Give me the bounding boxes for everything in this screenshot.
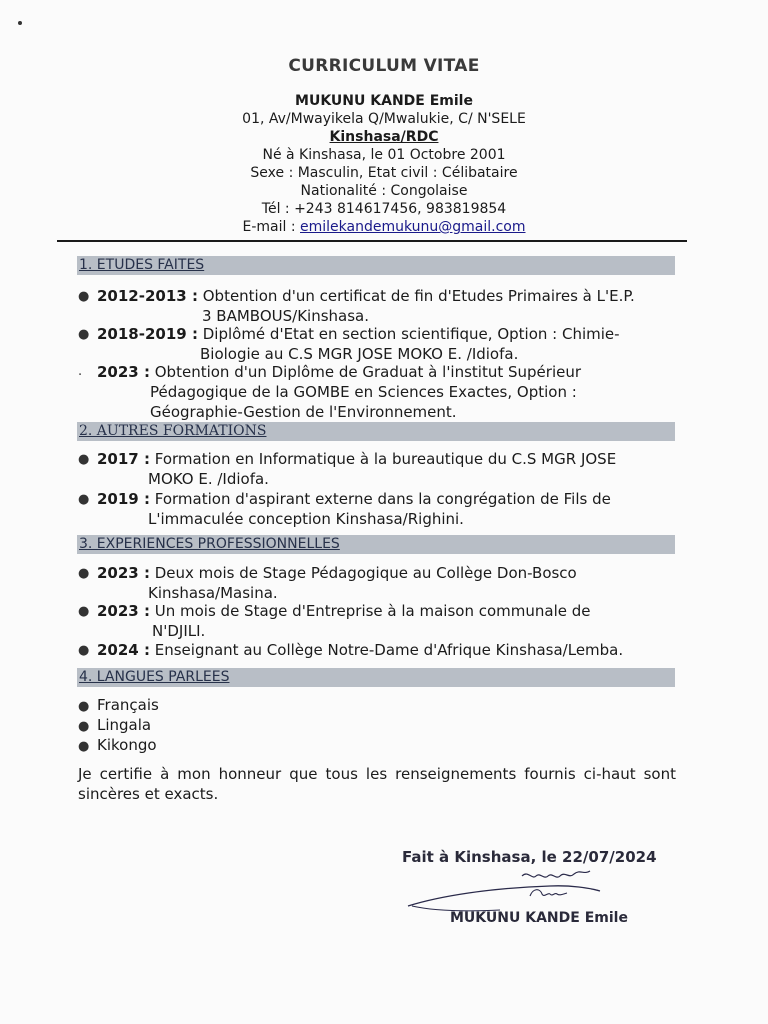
autres-item-2-cont: L'immaculée conception Kinshasa/Righini. [148,510,464,528]
etudes-year-3: 2023 : [97,363,150,381]
etudes-item-3-cont: Pédagogique de la GOMBE en Sciences Exactes, Option : [150,383,577,401]
bullet-icon: ● [78,452,90,467]
autres-year-1: 2017 : [97,450,150,468]
address: 01, Av/Mwayikela Q/Mwalukie, C/ N'SELE [242,111,526,127]
bullet-icon: ● [78,739,90,754]
bullet-icon: . [78,364,83,379]
language-item: Kikongo [97,736,157,754]
section-langues-header [77,668,675,687]
experiences-item-2 [97,601,591,621]
etudes-year-2: 2018-2019 : [97,325,198,343]
bullet-icon: ● [78,719,90,734]
autres-text-2: Formation d'aspirant externe dans la congrégation de Fils de [154,490,611,508]
language-item: Lingala [97,716,152,734]
bullet-icon: ● [78,699,90,714]
section-etudes-header [77,256,675,275]
bullet-icon: ● [78,492,90,507]
handwritten-signature [400,866,640,916]
city-country [0,128,768,146]
section-autres-header [77,422,675,441]
signature-date-place: Fait à Kinshasa, le 22/07/2024 [402,848,657,866]
experiences-text-1: Deux mois de Stage Pédagogique au Collège Don-Bosco [154,564,577,582]
experiences-year-3: 2024 : [97,641,150,659]
autres-text-1: Formation en Informatique à la bureautique du C.S MGR JOSE [154,450,617,468]
document-title: CURRICULUM VITAE [288,56,480,76]
scan-speck [18,21,22,25]
etudes-year-1: 2012-2013 : [97,287,198,305]
etudes-item-3 [97,362,581,382]
sex-civil-status: Sexe : Masculin, Etat civil : Célibataire [250,165,518,181]
phone: Tél : +243 814617456, 983819854 [261,201,507,217]
bullet-icon: ● [78,604,90,619]
nationality: Nationalité : Congolaise [300,183,468,199]
etudes-text-1: Obtention d'un certificat de fin d'Etudes Primaires à L'E.P. [202,287,635,305]
etudes-item-3-cont2: Géographie-Gestion de l'Environnement. [150,403,457,421]
email-label: E-mail : [242,219,300,235]
etudes-item-2-cont: Biologie au C.S MGR JOSE MOKO E. /Idiofa. [200,345,519,363]
etudes-item-1 [97,286,635,306]
bullet-icon: ● [78,566,90,581]
section-experiences-header [77,535,675,554]
email-link[interactable]: emilekandemukunu@gmail.com [300,219,526,235]
bullet-icon: ● [78,643,90,658]
autres-item-2 [97,489,611,509]
autres-item-1-cont: MOKO E. /Idiofa. [148,470,269,488]
header-divider [57,240,687,242]
language-item: Français [97,696,159,714]
signer-name: MUKUNU KANDE Emile [450,910,628,926]
etudes-text-2: Diplômé d'Etat en section scientifique, Option : Chimie- [202,325,620,343]
bullet-icon: ● [78,289,90,304]
experiences-year-1: 2023 : [97,564,150,582]
section-autres-title: 2. AUTRES FORMATIONS [79,423,267,439]
autres-year-2: 2019 : [97,490,150,508]
experiences-item-3 [97,640,623,660]
section-etudes-title: 1. ETUDES FAITES [79,257,205,273]
experiences-item-1-cont: Kinshasa/Masina. [148,584,278,602]
experiences-text-2: Un mois de Stage d'Entreprise à la maison communale de [154,602,591,620]
city-label: Kinshasa/RDC [329,129,439,145]
email-line [0,218,768,236]
etudes-item-2 [97,324,620,344]
autres-item-1 [97,449,616,469]
etudes-item-1-cont: 3 BAMBOUS/Kinshasa. [202,307,369,325]
section-langues-title: 4. LANGUES PARLEES [79,669,230,685]
certification-statement: Je certifie à mon honneur que tous les renseignements fournis ci-haut sont sincères et exacts. [78,765,676,803]
etudes-text-3: Obtention d'un Diplôme de Graduat à l'institut Supérieur [154,363,582,381]
experiences-item-2-cont: N'DJILI. [152,622,206,640]
birth-info: Né à Kinshasa, le 01 Octobre 2001 [262,147,506,163]
bullet-icon: ● [78,327,90,342]
experiences-text-3: Enseignant au Collège Notre-Dame d'Afrique Kinshasa/Lemba. [154,641,624,659]
experiences-item-1 [97,563,577,583]
candidate-name: MUKUNU KANDE Emile [295,93,473,109]
section-experiences-title: 3. EXPERIENCES PROFESSIONNELLES [79,536,340,552]
experiences-year-2: 2023 : [97,602,150,620]
